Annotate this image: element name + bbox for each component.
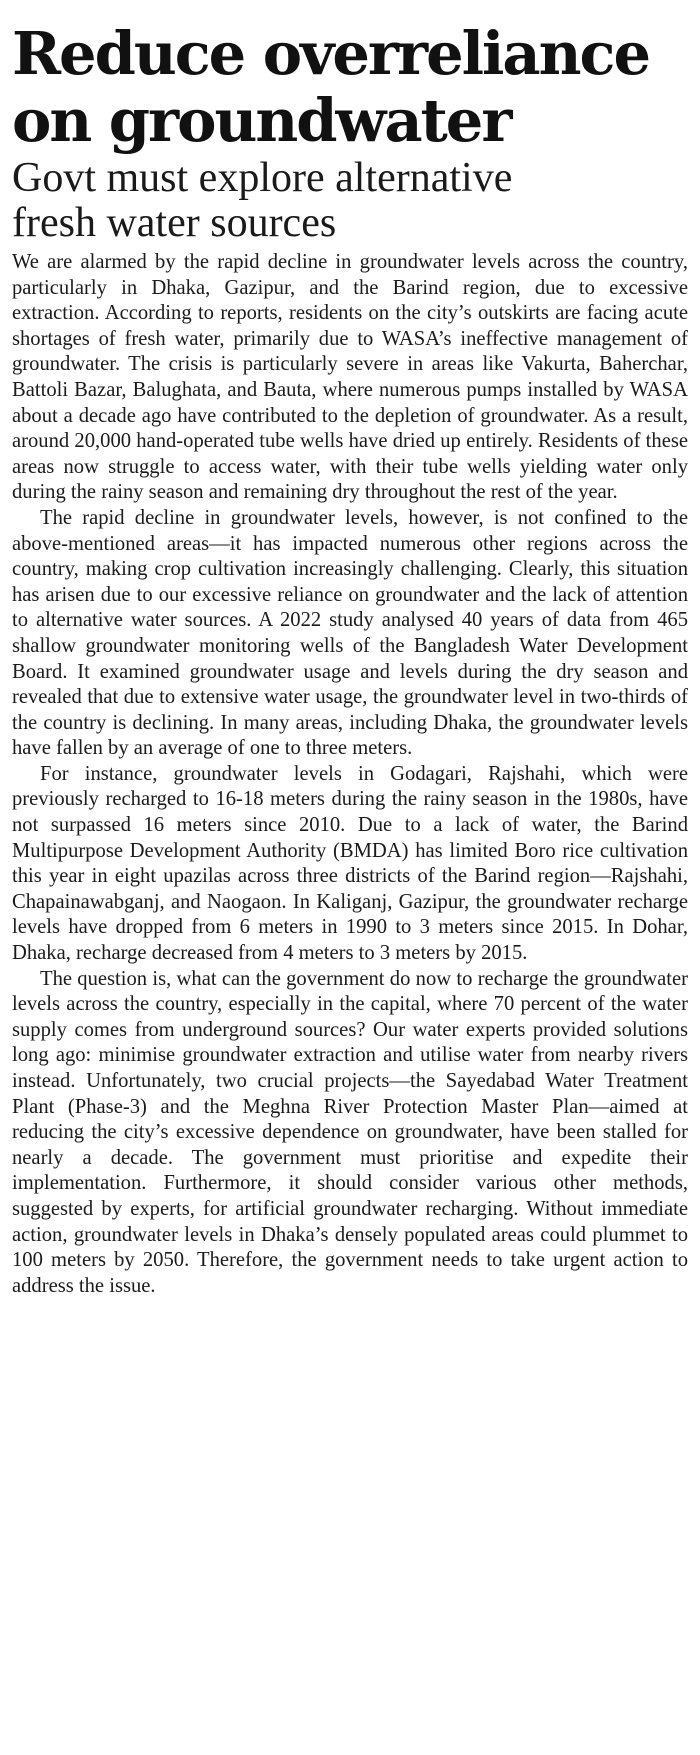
subheadline: [12, 156, 688, 246]
paragraph-2: The rapid decline in groundwater levels, however, is not confined to the above-mentioned areas—it has impacted numerous other regions across the country, making crop cultivation increasingly challenging. Clearly, this situation has arisen due to our excessive reliance on groundwater and the lack of attention to alternative water sources. A 2022 study analysed 40 years of data from 465 shallow groundwater monitoring wells of the Bangladesh Water Development Board. It examined groundwater usage and levels during the dry season and revealed that due to extensive water usage, the groundwater level in two-thirds of the country is declining. In many areas, including Dhaka, the groundwater levels have fallen by an average of one to three meters.: [12, 506, 688, 760]
headline: [12, 20, 688, 154]
headline-line-1: Reduce overreliance: [12, 19, 650, 88]
article-body: [12, 250, 688, 1299]
paragraph-3: For instance, groundwater levels in Godagari, Rajshahi, which were previously recharged to 16-18 meters during the rainy season in the 1980s, have not surpassed 16 meters since 2010. Due to a lack of water, the Barind Multipurpose Development Authority (BMDA) has limited Boro rice cultivation this year in eight upazilas across three districts of the Barind region—Rajshahi, Chapainawabganj, and Naogaon. In Kaliganj, Gazipur, the groundwater recharge levels have dropped from 6 meters in 1990 to 3 meters since 2015. In Dohar, Dhaka, recharge decreased from 4 meters to 3 meters by 2015.: [12, 762, 688, 965]
paragraph-1: We are alarmed by the rapid decline in groundwater levels across the country, particularly in Dhaka, Gazipur, and the Barind region, due to excessive extraction. According to reports, residents on the city’s outskirts are facing acute shortages of fresh water, primarily due to WASA’s ineffective management of groundwater. The crisis is particularly severe in areas like Vakurta, Baherchar, Battoli Bazar, Balughata, and Bauta, where numerous pumps installed by WASA about a decade ago have contributed to the depletion of groundwater. As a result, around 20,000 hand-operated tube wells have dried up entirely. Residents of these areas now struggle to access water, with their tube wells yielding water only during the rainy season and remaining dry throughout the rest of the year.: [12, 251, 688, 504]
headline-line-2: on groundwater: [12, 86, 511, 155]
subheadline-line-2: fresh water sources: [12, 200, 337, 246]
subheadline-line-1: Govt must explore alternative: [12, 155, 513, 201]
paragraph-4: The question is, what can the government do now to recharge the groundwater levels across the country, especially in the capital, where 70 percent of the water supply comes from underground sources? Our water experts provided solutions long ago: minimise groundwater extraction and utilise water from nearby rivers instead. Unfortunately, two crucial projects—the Sayedabad Water Treatment Plant (Phase-3) and the Meghna River Protection Master Plan—aimed at reducing the city’s excessive dependence on groundwater, have been stalled for nearly a decade. The government must prioritise and expedite their implementation. Furthermore, it should consider various other methods, suggested by experts, for artificial groundwater recharging. Without immediate action, groundwater levels in Dhaka’s densely populated areas could plummet to 100 meters by 2050. Therefore, the government needs to take urgent action to address the issue.: [12, 967, 688, 1297]
